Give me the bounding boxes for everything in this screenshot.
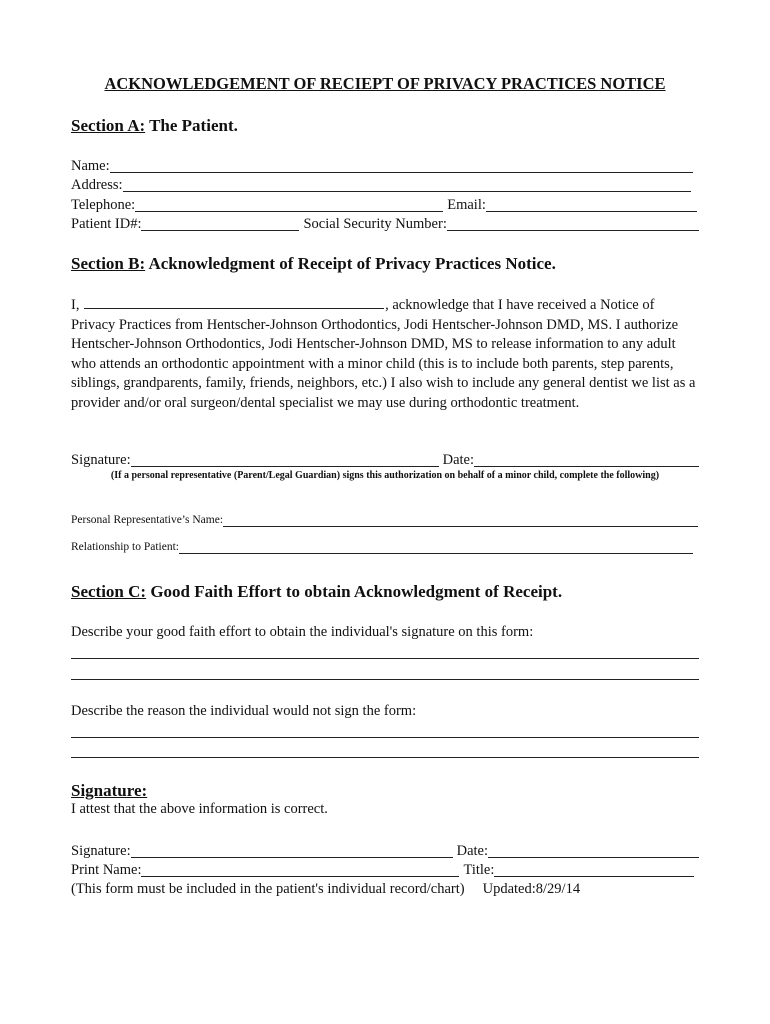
title-label: Title: [463, 862, 495, 878]
section-c-title: Good Faith Effort to obtain Acknowledgment of Receipt. [146, 582, 563, 601]
print-name-field[interactable] [141, 861, 459, 877]
patient-id-field[interactable] [141, 215, 299, 231]
address-label: Address: [71, 177, 123, 193]
title-field[interactable] [494, 861, 694, 877]
address-field[interactable] [123, 176, 691, 192]
reason-answer-line[interactable] [71, 757, 699, 758]
section-c-label: Section C: [71, 582, 147, 601]
section-b-label: Section B: [71, 254, 146, 273]
final-date-label: Date: [456, 843, 489, 859]
document-title: ACKNOWLEDGEMENT OF RECIEPT OF PRIVACY PRACTICES NOTICE [104, 74, 666, 93]
statement-prefix: I, [71, 297, 80, 313]
section-b-signature-field[interactable] [131, 451, 439, 467]
patient-id-label: Patient ID#: [71, 216, 142, 232]
effort-prompt: Describe your good faith effort to obtain the individual's signature on this form: [71, 624, 534, 640]
relationship-row [71, 537, 693, 557]
relationship-label: Relationship to Patient: [71, 541, 179, 553]
section-b-signature-label: Signature: [71, 452, 131, 468]
email-label: Email: [447, 197, 486, 213]
section-a-title: The Patient. [145, 116, 238, 135]
acknowledger-name-field[interactable] [84, 294, 384, 309]
effort-answer-line[interactable] [71, 658, 699, 659]
representative-name-field[interactable] [223, 511, 698, 527]
final-signature-label: Signature: [71, 843, 131, 859]
print-name-row [71, 860, 694, 880]
acknowledgment-statement: , acknowledge that I have received a Notice of Privacy Practices from Hentscher-Johnson Orthodontics, Jodi Hentscher-Johnson DMD, MS. I authorize Hentscher-Johnson Orthodontics, Jodi Hentscher-Johnson DMD, MS to release information to any adult who attends an orthodontic appointment with a minor child (this is to include both parents, step parents, siblings, grandparents, family, friends, neighbors, etc.) I also wish to include any general dentist we list as a provider and/or oral surgeon/dental specialist we may use during orthodontic treatment. [71, 297, 696, 411]
ssn-label: Social Security Number: [303, 216, 447, 232]
section-b-heading [71, 254, 556, 274]
reason-prompt: Describe the reason the individual would not sign the form: [71, 703, 417, 719]
print-name-label: Print Name: [71, 862, 142, 878]
name-field[interactable] [110, 157, 693, 173]
patient-id-ssn-row [71, 214, 699, 234]
section-c-heading [71, 582, 562, 602]
section-b-title: Acknowledgment of Receipt of Privacy Practices Notice. [145, 254, 556, 273]
name-row [71, 156, 693, 176]
signature-heading-label: Signature: [71, 781, 148, 800]
address-row [71, 175, 691, 195]
section-b-signature-row [71, 450, 699, 470]
section-a-heading [71, 116, 238, 136]
telephone-field[interactable] [135, 196, 443, 212]
reason-answer-line[interactable] [71, 737, 699, 738]
final-signature-row [71, 841, 699, 861]
final-signature-field[interactable] [131, 842, 453, 858]
guardian-note: (If a personal representative (Parent/Legal Guardian) signs this authorization on behalf of a minor child, complete the following) [110, 470, 660, 481]
representative-row [71, 510, 698, 530]
signature-heading [71, 781, 147, 801]
telephone-label: Telephone: [71, 197, 136, 213]
attestation-text: I attest that the above information is correct. [71, 801, 328, 817]
footer-row [71, 879, 699, 899]
section-b-date-label: Date: [442, 452, 475, 468]
section-b-date-field[interactable] [474, 451, 699, 467]
section-a-label: Section A: [71, 116, 146, 135]
acknowledgment-paragraph [71, 294, 699, 414]
footer-note: (This form must be included in the patient's individual record/chart) [71, 881, 465, 897]
ssn-field[interactable] [447, 215, 699, 231]
representative-label: Personal Representative’s Name: [71, 514, 224, 526]
name-label: Name: [71, 158, 110, 174]
final-date-field[interactable] [488, 842, 699, 858]
telephone-email-row [71, 195, 697, 215]
email-field[interactable] [486, 196, 697, 212]
relationship-field[interactable] [179, 538, 693, 554]
effort-answer-line[interactable] [71, 679, 699, 680]
updated-date: Updated:8/29/14 [482, 881, 581, 897]
